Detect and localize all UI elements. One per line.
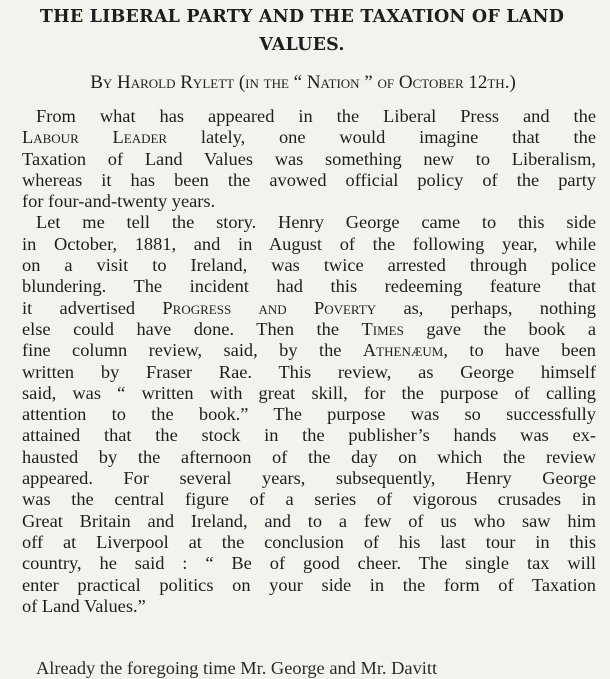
text-line: of Land Values.” (22, 595, 146, 616)
small-caps-term: Times (361, 318, 404, 339)
paragraph-1 (22, 106, 596, 212)
text-line: appeared. For several years, subsequently, Henry George (22, 468, 596, 489)
text-line: else could have done. Then the Times gave the book a (22, 318, 596, 339)
article-title-line2: VALUES. (259, 35, 345, 55)
cut-off-line: Already the foregoing time Mr. George and Mr. Davitt (36, 658, 438, 678)
text-line: written by Fraser Rae. This review, as George himself (22, 361, 596, 382)
text-line: fine column review, said, by the Athenæum, to have been (22, 340, 596, 361)
text-line: said, was “ written with great skill, for the purpose of calling (22, 382, 596, 403)
text-line: Taxation of Land Values was something new to Liberalism, (22, 148, 596, 169)
text-line: blundering. The incident had this redeeming feature that (22, 276, 596, 297)
small-caps-term: Progress and Poverty (162, 297, 377, 318)
text-line: country, he said : “ Be of good cheer. The single tax will (22, 553, 596, 574)
article-byline: By Harold Rylett (in the “ Nation ” of October 12th.) (90, 72, 516, 93)
text-line: whereas it has been the avowed official policy of the party (22, 169, 596, 190)
small-caps-term: Labour Leader (22, 127, 168, 148)
small-caps-term: Athenæum (362, 340, 444, 361)
text-line: for four-and-twenty years. (22, 191, 216, 212)
text-line: it advertised Progress and Poverty as, perhaps, nothing (22, 297, 596, 318)
paragraph-2 (22, 212, 596, 617)
text-line: enter practical politics on your side in the form of Taxation (22, 574, 596, 595)
article-body (22, 106, 596, 617)
text-line: off at Liverpool at the conclusion of his last tour in this (22, 531, 596, 552)
text-line: attained that the stock in the publisher’s hands was ex- (22, 425, 596, 446)
text-line: in October, 1881, and in August of the following year, while (22, 233, 596, 254)
text-line: Labour Leader lately, one would imagine that the (22, 127, 596, 148)
text-line: was the central figure of a series of vigorous crusades in (22, 489, 596, 510)
text-line: on a visit to Ireland, was twice arrested through police (22, 255, 596, 276)
text-line: attention to the book.” The purpose was so successfully (22, 404, 596, 425)
article-title-line1: THE LIBERAL PARTY AND THE TAXATION OF LAND (39, 7, 565, 27)
text-line: Let me tell the story. Henry George came to this side (36, 212, 596, 233)
text-line: Great Britain and Ireland, and to a few of us who saw him (22, 510, 596, 531)
text-line: hausted by the afternoon of the day on which the review (22, 446, 596, 467)
text-line: From what has appeared in the Liberal Press and the (36, 106, 596, 126)
